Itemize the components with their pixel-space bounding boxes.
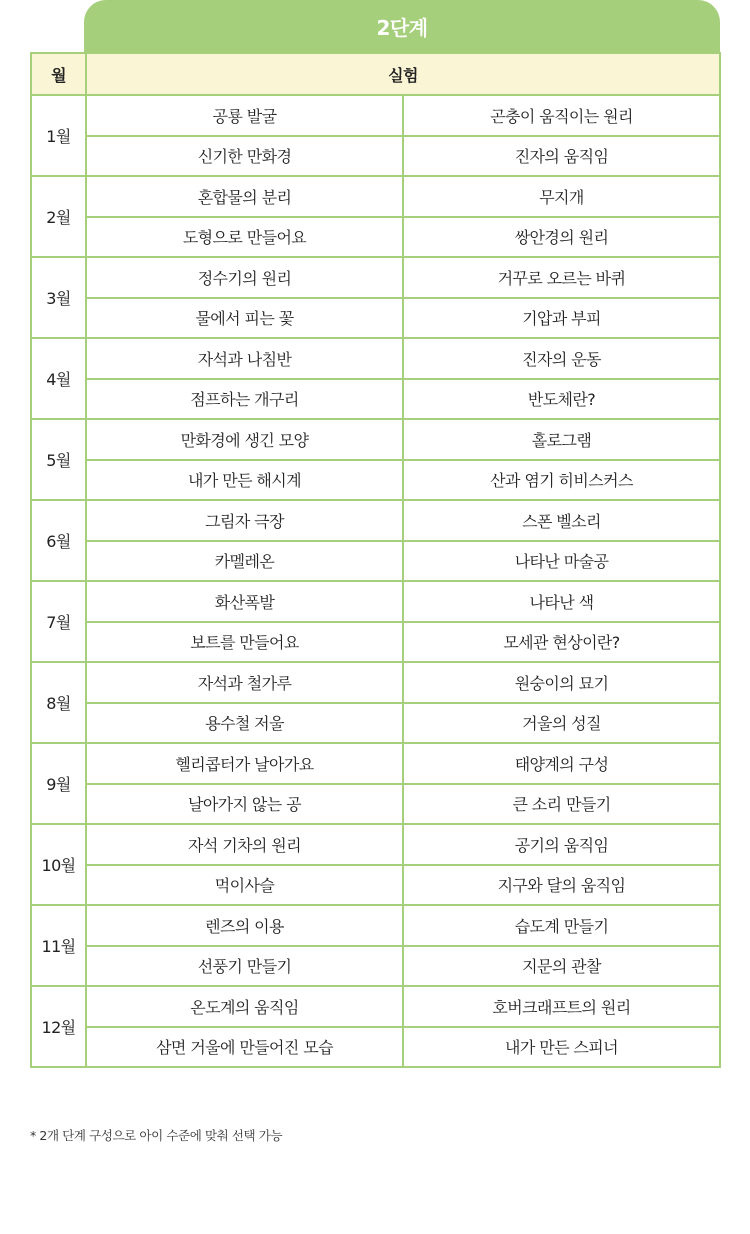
table-row	[31, 581, 720, 622]
experiment-cell: 진자의 움직임	[403, 136, 720, 177]
month-cell: 11월	[31, 905, 86, 986]
experiment-cell: 렌즈의 이용	[86, 905, 403, 946]
month-cell: 2월	[31, 176, 86, 257]
table-row	[31, 662, 720, 703]
footnote: * 2개 단계 구성으로 아이 수준에 맞춰 선택 가능	[30, 1128, 283, 1143]
table-row	[31, 1027, 720, 1068]
table-row	[31, 905, 720, 946]
experiment-cell: 나타난 색	[403, 581, 720, 622]
table-row	[31, 784, 720, 825]
table-row	[31, 622, 720, 663]
experiment-cell: 헬리콥터가 날아가요	[86, 743, 403, 784]
table-row	[31, 703, 720, 744]
experiment-cell: 산과 염기 히비스커스	[403, 460, 720, 501]
experiment-cell: 선풍기 만들기	[86, 946, 403, 987]
month-cell: 4월	[31, 338, 86, 419]
level-header-tab	[84, 0, 720, 53]
experiment-cell: 자석과 나침반	[86, 338, 403, 379]
experiment-cell: 삼면 거울에 만들어진 모습	[86, 1027, 403, 1068]
curriculum-table	[30, 52, 721, 1068]
experiment-cell: 카멜레온	[86, 541, 403, 582]
table-row	[31, 865, 720, 906]
table-row	[31, 824, 720, 865]
experiment-cell: 지문의 관찰	[403, 946, 720, 987]
experiment-cell: 온도계의 움직임	[86, 986, 403, 1027]
month-column-header: 월	[31, 53, 86, 95]
experiment-cell: 지구와 달의 움직임	[403, 865, 720, 906]
experiment-cell: 공기의 움직임	[403, 824, 720, 865]
table-row	[31, 460, 720, 501]
experiment-cell: 공룡 발굴	[86, 95, 403, 136]
table-row	[31, 946, 720, 987]
month-cell: 3월	[31, 257, 86, 338]
experiment-column-header: 실험	[86, 53, 720, 95]
table-row	[31, 379, 720, 420]
experiment-cell: 먹이사슬	[86, 865, 403, 906]
experiment-cell: 화산폭발	[86, 581, 403, 622]
table-row	[31, 500, 720, 541]
experiment-cell: 용수철 저울	[86, 703, 403, 744]
level-title: 2단계	[376, 16, 428, 40]
experiment-cell: 보트를 만들어요	[86, 622, 403, 663]
table-row	[31, 986, 720, 1027]
table-row	[31, 541, 720, 582]
experiment-cell: 거울의 성질	[403, 703, 720, 744]
experiment-cell: 자석 기차의 원리	[86, 824, 403, 865]
experiment-cell: 곤충이 움직이는 원리	[403, 95, 720, 136]
month-cell: 10월	[31, 824, 86, 905]
experiment-cell: 도형으로 만들어요	[86, 217, 403, 258]
month-cell: 9월	[31, 743, 86, 824]
month-cell: 5월	[31, 419, 86, 500]
experiment-cell: 점프하는 개구리	[86, 379, 403, 420]
experiment-cell: 내가 만든 스피너	[403, 1027, 720, 1068]
experiment-cell: 물에서 피는 꽃	[86, 298, 403, 339]
table-row	[31, 217, 720, 258]
table-header-row	[31, 53, 720, 95]
month-cell: 7월	[31, 581, 86, 662]
experiment-cell: 만화경에 생긴 모양	[86, 419, 403, 460]
experiment-cell: 습도계 만들기	[403, 905, 720, 946]
table-row	[31, 257, 720, 298]
experiment-cell: 쌍안경의 원리	[403, 217, 720, 258]
experiment-cell: 신기한 만화경	[86, 136, 403, 177]
experiment-cell: 정수기의 원리	[86, 257, 403, 298]
experiment-cell: 원숭이의 묘기	[403, 662, 720, 703]
month-cell: 8월	[31, 662, 86, 743]
experiment-cell: 그림자 극장	[86, 500, 403, 541]
table-row	[31, 743, 720, 784]
experiment-cell: 혼합물의 분리	[86, 176, 403, 217]
table-row	[31, 95, 720, 136]
experiment-cell: 태양계의 구성	[403, 743, 720, 784]
experiment-cell: 기압과 부피	[403, 298, 720, 339]
table-row	[31, 136, 720, 177]
experiment-cell: 거꾸로 오르는 바퀴	[403, 257, 720, 298]
month-cell: 12월	[31, 986, 86, 1067]
experiment-cell: 나타난 마술공	[403, 541, 720, 582]
experiment-cell: 스폰 벨소리	[403, 500, 720, 541]
experiment-cell: 무지개	[403, 176, 720, 217]
experiment-cell: 모세관 현상이란?	[403, 622, 720, 663]
experiment-cell: 내가 만든 해시계	[86, 460, 403, 501]
experiment-cell: 반도체란?	[403, 379, 720, 420]
experiment-cell: 홀로그램	[403, 419, 720, 460]
table-row	[31, 298, 720, 339]
experiment-cell: 진자의 운동	[403, 338, 720, 379]
month-cell: 1월	[31, 95, 86, 176]
table-row	[31, 338, 720, 379]
table-body	[31, 95, 720, 1067]
month-cell: 6월	[31, 500, 86, 581]
experiment-cell: 날아가지 않는 공	[86, 784, 403, 825]
table-row	[31, 176, 720, 217]
experiment-cell: 큰 소리 만들기	[403, 784, 720, 825]
experiment-cell: 자석과 철가루	[86, 662, 403, 703]
experiment-cell: 호버크래프트의 원리	[403, 986, 720, 1027]
table-row	[31, 419, 720, 460]
